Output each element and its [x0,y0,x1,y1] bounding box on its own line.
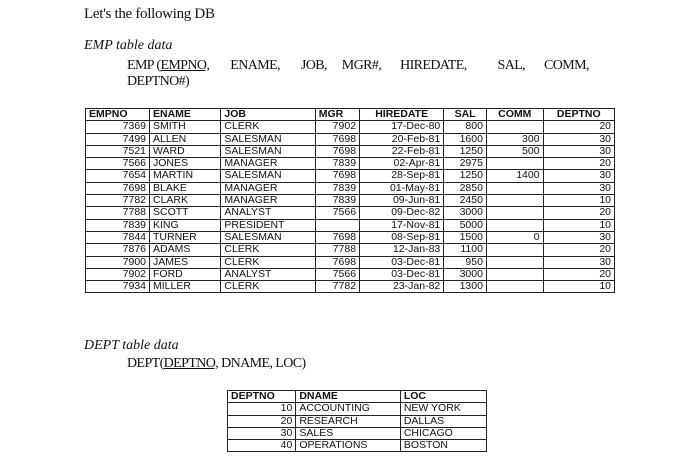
mgr-cell: 7839 [315,195,359,207]
comm-cell: 300 [486,133,543,145]
sal-cell: 3000 [444,268,487,280]
job-cell: MANAGER [221,182,315,194]
deptno-cell: 10 [543,195,614,207]
job-cell: ANALYST [221,268,315,280]
emp-schema-line-1 [127,58,589,74]
emp-table-row [86,182,615,194]
sal-cell: 950 [444,256,487,268]
emp-col-job: JOB [221,109,315,121]
loc-cell: BOSTON [400,440,486,452]
sal-cell: 2975 [444,158,487,170]
deptno-cell: 20 [543,244,614,256]
dept-table-row [228,427,487,439]
job-cell: PRESIDENT [221,219,315,231]
job-cell: CLERK [221,244,315,256]
ename-cell: JAMES [150,256,221,268]
job-cell: SALESMAN [221,231,315,243]
emp-schema-col: SAL, [497,58,526,73]
ename-cell: MARTIN [150,170,221,182]
comm-cell [486,219,543,231]
emp-schema-col: HIREDATE, [400,58,467,73]
deptno-cell: 40 [228,440,296,452]
hiredate-cell: 08-Sep-81 [360,231,444,243]
job-cell: SALESMAN [221,133,315,145]
dept-section-heading: DEPT table data [84,338,179,353]
intro-text: Let's the following DB [84,6,215,22]
dname-cell: RESEARCH [296,415,400,427]
emp-table-row [86,170,615,182]
loc-cell: DALLAS [400,415,486,427]
emp-table-body [86,121,615,293]
emp-table-row [86,145,615,157]
hiredate-cell: 03-Dec-81 [360,268,444,280]
emp-schema-col: MGR#, [341,58,382,73]
dept-table-row [228,403,487,415]
empno-cell: 7782 [86,195,150,207]
mgr-cell: 7839 [315,158,359,170]
sal-cell: 1600 [444,133,487,145]
ename-cell: SMITH [150,121,221,133]
emp-table [85,108,615,293]
dname-cell: SALES [296,427,400,439]
hiredate-cell: 03-Dec-81 [360,256,444,268]
emp-schema-col: COMM, [544,58,589,73]
deptno-cell: 20 [543,121,614,133]
dept-table-row [228,440,487,452]
mgr-cell: 7698 [315,256,359,268]
comm-cell [486,182,543,194]
empno-cell: 7654 [86,170,150,182]
hiredate-cell: 09-Dec-82 [360,207,444,219]
empno-cell: 7521 [86,145,150,157]
deptno-cell: 30 [228,427,296,439]
hiredate-cell: 02-Apr-81 [360,158,444,170]
comm-cell [486,256,543,268]
comm-cell [486,195,543,207]
emp-col-sal: SAL [444,109,487,121]
ename-cell: WARD [150,145,221,157]
comm-cell [486,268,543,280]
dept-col-loc: LOC [400,391,486,403]
hiredate-cell: 23-Jan-82 [360,281,444,293]
dept-schema-prefix: DEPT( [127,356,164,371]
comm-cell: 0 [486,231,543,243]
mgr-cell: 7782 [315,281,359,293]
comm-cell: 1400 [486,170,543,182]
empno-cell: 7934 [86,281,150,293]
ename-cell: ALLEN [150,133,221,145]
emp-col-comm: COMM [486,109,543,121]
comm-cell [486,121,543,133]
emp-header-row [86,109,615,121]
hiredate-cell: 28-Sep-81 [360,170,444,182]
comm-cell [486,244,543,256]
empno-cell: 7900 [86,256,150,268]
ename-cell: JONES [150,158,221,170]
emp-table-row [86,207,615,219]
mgr-cell: 7698 [315,231,359,243]
deptno-cell: 30 [543,182,614,194]
emp-schema-col: ENAME, [230,58,280,73]
job-cell: MANAGER [221,158,315,170]
deptno-cell: 20 [543,207,614,219]
mgr-cell: 7698 [315,133,359,145]
sal-cell: 1100 [444,244,487,256]
ename-cell: KING [150,219,221,231]
sal-cell: 2850 [444,182,487,194]
sal-cell: 3000 [444,207,487,219]
emp-col-deptno: DEPTNO [543,109,614,121]
emp-col-mgr: MGR [315,109,359,121]
emp-table-row [86,195,615,207]
deptno-cell: 10 [543,281,614,293]
dept-table [227,390,487,452]
empno-cell: 7499 [86,133,150,145]
hiredate-cell: 22-Feb-81 [360,145,444,157]
ename-cell: CLARK [150,195,221,207]
emp-section-heading: EMP table data [84,38,173,53]
mgr-cell: 7698 [315,145,359,157]
emp-table-row [86,219,615,231]
deptno-cell: 10 [543,219,614,231]
emp-table-row [86,158,615,170]
emp-table-row [86,268,615,280]
comm-cell [486,158,543,170]
dname-cell: OPERATIONS [296,440,400,452]
comm-cell: 500 [486,145,543,157]
deptno-cell: 20 [543,268,614,280]
empno-cell: 7844 [86,231,150,243]
job-cell: CLERK [221,281,315,293]
sal-cell: 1250 [444,170,487,182]
ename-cell: FORD [150,268,221,280]
ename-cell: SCOTT [150,207,221,219]
deptno-cell: 30 [543,170,614,182]
job-cell: MANAGER [221,195,315,207]
hiredate-cell: 12-Jan-83 [360,244,444,256]
dept-schema [127,356,306,372]
job-cell: CLERK [221,121,315,133]
dept-schema-key: DEPTNO, [163,356,219,371]
deptno-cell: 30 [543,133,614,145]
ename-cell: MILLER [150,281,221,293]
deptno-cell: 20 [228,415,296,427]
deptno-cell: 30 [543,145,614,157]
mgr-cell [315,219,359,231]
dname-cell: ACCOUNTING [296,403,400,415]
sal-cell: 800 [444,121,487,133]
job-cell: CLERK [221,256,315,268]
sal-cell: 5000 [444,219,487,231]
hiredate-cell: 20-Feb-81 [360,133,444,145]
emp-schema-key: EMPNO, [160,58,210,73]
job-cell: SALESMAN [221,170,315,182]
emp-table-row [86,231,615,243]
comm-cell [486,281,543,293]
empno-cell: 7839 [86,219,150,231]
hiredate-cell: 09-Jun-81 [360,195,444,207]
empno-cell: 7876 [86,244,150,256]
dept-header-row [228,391,487,403]
emp-table-row [86,133,615,145]
empno-cell: 7566 [86,158,150,170]
mgr-cell: 7566 [315,207,359,219]
loc-cell: CHICAGO [400,427,486,439]
hiredate-cell: 01-May-81 [360,182,444,194]
emp-schema-line-2: DEPTNO#) [127,74,190,89]
emp-table-row [86,256,615,268]
hiredate-cell: 17-Nov-81 [360,219,444,231]
emp-col-hiredate: HIREDATE [360,109,444,121]
mgr-cell: 7839 [315,182,359,194]
deptno-cell: 10 [228,403,296,415]
loc-cell: NEW YORK [400,403,486,415]
dept-table-body [228,403,487,452]
mgr-cell: 7788 [315,244,359,256]
emp-col-ename: ENAME [150,109,221,121]
emp-table-row [86,244,615,256]
mgr-cell: 7698 [315,170,359,182]
dept-col-deptno: DEPTNO [228,391,296,403]
dept-schema-rest: DNAME, LOC) [221,356,306,371]
hiredate-cell: 17-Dec-80 [360,121,444,133]
mgr-cell: 7902 [315,121,359,133]
deptno-cell: 30 [543,231,614,243]
mgr-cell: 7566 [315,268,359,280]
emp-col-empno: EMPNO [86,109,150,121]
emp-table-row [86,121,615,133]
ename-cell: TURNER [150,231,221,243]
deptno-cell: 30 [543,256,614,268]
sal-cell: 2450 [444,195,487,207]
emp-schema-prefix: EMP ( [127,58,161,73]
empno-cell: 7788 [86,207,150,219]
empno-cell: 7698 [86,182,150,194]
job-cell: ANALYST [221,207,315,219]
emp-table-row [86,281,615,293]
sal-cell: 1500 [444,231,487,243]
comm-cell [486,207,543,219]
dept-table-row [228,415,487,427]
job-cell: SALESMAN [221,145,315,157]
ename-cell: ADAMS [150,244,221,256]
emp-schema-col: JOB, [300,58,327,73]
deptno-cell: 20 [543,158,614,170]
ename-cell: BLAKE [150,182,221,194]
dept-col-dname: DNAME [296,391,400,403]
sal-cell: 1250 [444,145,487,157]
empno-cell: 7902 [86,268,150,280]
sal-cell: 1300 [444,281,487,293]
empno-cell: 7369 [86,121,150,133]
